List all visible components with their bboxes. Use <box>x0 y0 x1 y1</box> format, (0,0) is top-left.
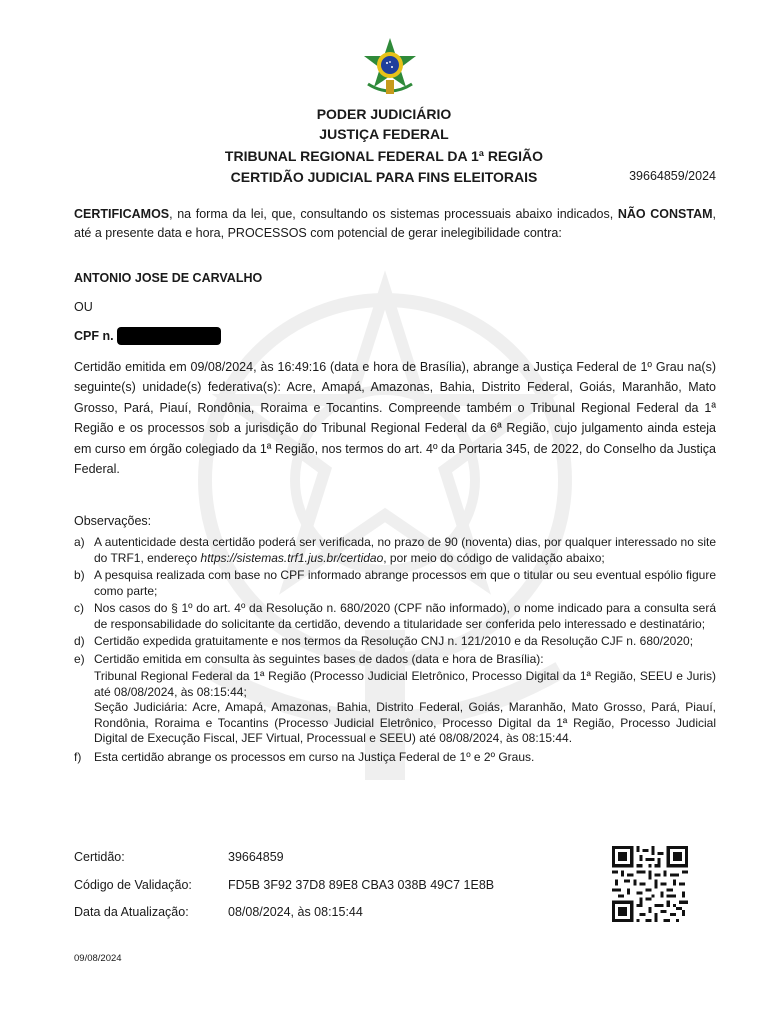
observation-text: Esta certidão abrange os processos em curso na Justiça Federal de 1º e 2º Graus. <box>94 749 535 764</box>
document-title: CERTIDÃO JUDICIAL PARA FINS ELEITORAIS <box>230 169 538 185</box>
validation-link[interactable]: https://sistemas.trf1.jus.br/certidao <box>200 550 384 565</box>
update-date-row <box>74 905 363 919</box>
observation-text: Certidão emitida em consulta às seguintes bases de dados (data e hora de Brasília): <box>94 651 544 666</box>
certificate-number-top: 39664859/2024 <box>629 169 716 183</box>
emission-paragraph: Certidão emitida em 09/08/2024, às 16:49:16 (data e hora de Brasília), abrange a Justiça Federal de 1º Grau na(s) seguinte(s) unidade(s) federativa(s): Acre, Amapá, Amazonas, Bahia, Distrito Federal, Goiás, Maranhão, Mato Grosso, Pará, Piauí, Rondônia, Roraima e Tocantins. Compreende também o Tribunal Regional Federal da 1ª Região e os processos sob a jurisdição do Tribunal Regional Federal da 6ª Região, cujo julgamento ainda esteja em curso em órgão colegiado da 1ª Região, nos termos do art. 4º da Portaria 345, de 2022, do Conselho da Justiça Federal. <box>74 360 716 477</box>
certificate-number-row <box>74 850 284 864</box>
intro-text-1: , na forma da lei, que, consultando os sistemas processuais abaixo indicados, <box>169 207 618 221</box>
certificate-label: Certidão: <box>74 850 125 864</box>
header-line-3: TRIBUNAL REGIONAL FEDERAL DA 1ª REGIÃO <box>224 148 544 164</box>
cpf-label: CPF n. <box>74 329 114 343</box>
certification-paragraph <box>74 205 716 243</box>
observation-e-trf1: Tribunal Regional Federal da 1ª Região (Processo Judicial Eletrônico, Processo Digital da 1ª Região, SEEU e Juris) até 08/08/2024, às 08:15:44; <box>94 669 716 699</box>
update-date-value: 08/08/2024, às 08:15:44 <box>228 905 363 919</box>
cpf-redaction-block <box>117 327 221 345</box>
header-line-2: JUSTIÇA FEDERAL <box>319 126 449 142</box>
header-line-1: PODER JUDICIÁRIO <box>316 106 452 122</box>
validation-code-label: Código de Validação: <box>74 878 192 892</box>
observation-b <box>74 568 716 599</box>
observation-letter: d) <box>74 634 85 648</box>
observation-text <box>94 535 716 566</box>
observation-text: A pesquisa realizada com base no CPF informado abrange processos em que o titular ou seu eventual espólio figure como parte; <box>94 568 716 598</box>
observation-c <box>74 601 716 632</box>
update-date-label: Data da Atualização: <box>74 905 189 919</box>
observation-f <box>74 750 716 766</box>
footer-date: 09/08/2024 <box>74 953 122 964</box>
or-label: OU <box>74 300 93 314</box>
intro-text-2: , até a presente data e hora, PROCESSOS com potencial de gerar inelegibilidade contra: <box>74 207 717 240</box>
intro-bold-certificamos: CERTIFICAMOS <box>74 207 170 221</box>
observation-a-pre: A autenticidade desta certidão poderá ser verificada, no prazo de 90 (noventa) dias, por qualquer interessado no site do TRF1, endereço <box>94 535 716 565</box>
observation-text: Nos casos do § 1º do art. 4º da Resolução n. 680/2020 (CPF não informado), o nome indicado para a consulta será de responsabilidade do solicitante da certidão, devendo a titularidade ser conferida pelo interessado e destinatário; <box>94 601 716 631</box>
observation-a-post: , por meio do código de validação abaixo; <box>383 550 605 565</box>
cpf-row <box>74 327 221 345</box>
observation-text: Certidão expedida gratuitamente e nos termos da Resolução CNJ n. 121/2010 e da Resolução CJF n. 680/2020; <box>94 634 694 648</box>
qr-code-icon <box>612 846 688 922</box>
observation-a <box>74 535 716 566</box>
validation-code-row <box>74 878 494 892</box>
observations-title: Observações: <box>74 514 152 528</box>
observations-list <box>74 535 716 767</box>
observation-letter: c) <box>74 601 84 615</box>
observation-letter: a) <box>74 535 85 549</box>
observation-letter: b) <box>74 568 85 582</box>
subject-name: ANTONIO JOSE DE CARVALHO <box>74 271 263 285</box>
validation-code-value: FD5B 3F92 37D8 89E8 CBA3 038B 49C7 1E8B <box>228 878 495 892</box>
observation-d <box>74 634 716 650</box>
observation-letter: f) <box>74 749 82 764</box>
brazil-coat-of-arms-icon <box>360 36 420 96</box>
observation-e-secao: Seção Judiciária: Acre, Amapá, Amazonas, Bahia, Distrito Federal, Goiás, Maranhão, Mato Grosso, Pará, Piauí, Rondônia, Roraima e Tocantins (Processo Judicial Eletrônico, Processo Digital da 1ª Região, Processo Judicial Digital de Execução Fiscal, JEF Virtual, Processual e SEEU) até 08/08/2024, às 08:15:44. <box>94 700 716 745</box>
observation-letter: e) <box>74 651 85 666</box>
intro-bold-nao-constam: NÃO CONSTAM <box>617 207 713 221</box>
certificate-value: 39664859 <box>228 850 284 864</box>
observation-e <box>74 652 716 668</box>
